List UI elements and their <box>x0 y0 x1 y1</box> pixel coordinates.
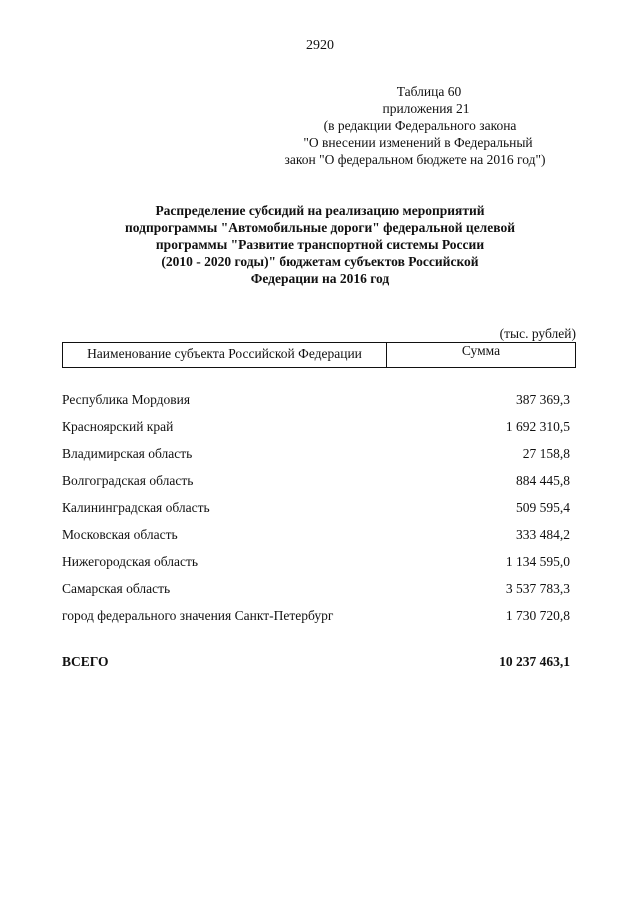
region-name: Красноярский край <box>62 419 174 434</box>
header-name: Наименование субъекта Российской Федерации <box>63 343 387 367</box>
title-line: (2010 - 2020 годы)" бюджетам субъектов Российской <box>161 254 479 269</box>
total-sum: 10 237 463,1 <box>499 654 570 669</box>
page-number: 2920 <box>306 38 334 53</box>
region-name: Московская область <box>62 527 178 542</box>
table-row <box>62 580 570 607</box>
region-name: Владимирская область <box>62 446 193 461</box>
title-line: Федерации на 2016 год <box>250 271 390 286</box>
region-name: Республика Мордовия <box>62 392 191 407</box>
region-sum: 509 595,4 <box>516 500 570 515</box>
document-title <box>60 202 580 287</box>
region-sum: 3 537 783,3 <box>505 581 570 596</box>
table-row <box>62 418 570 445</box>
region-name: город федерального значения Санкт-Петербург <box>62 608 334 623</box>
units-label: (тыс. рублей) <box>499 326 576 341</box>
region-sum: 1 134 595,0 <box>505 554 570 569</box>
region-sum: 884 445,8 <box>516 473 570 488</box>
region-name: Нижегородская область <box>62 554 199 569</box>
region-name: Калининградская область <box>62 500 210 515</box>
title-line: программы "Развитие транспортной системы России <box>155 237 485 252</box>
region-sum: 1 692 310,5 <box>505 419 570 434</box>
annex-line: Таблица 60 <box>396 84 462 99</box>
annex-reference <box>250 83 580 168</box>
annex-line: "О внесении изменений в Федеральный <box>303 135 533 150</box>
table-total-row <box>62 654 570 670</box>
table-row <box>62 607 570 634</box>
region-sum: 27 158,8 <box>522 446 570 461</box>
table-row <box>62 553 570 580</box>
title-line: Распределение субсидий на реализацию мероприятий <box>155 203 485 218</box>
table-row <box>62 499 570 526</box>
table-row <box>62 391 570 418</box>
table-row <box>62 472 570 499</box>
region-sum: 1 730 720,8 <box>505 608 570 623</box>
table-header <box>62 342 576 368</box>
table-row <box>62 526 570 553</box>
region-sum: 387 369,3 <box>516 392 570 407</box>
title-line: подпрограммы "Автомобильные дороги" федеральной целевой <box>125 220 515 235</box>
region-name: Самарская область <box>62 581 171 596</box>
annex-line: закон "О федеральном бюджете на 2016 год") <box>284 152 546 167</box>
region-name: Волгоградская область <box>62 473 194 488</box>
annex-line: приложения 21 <box>382 101 470 116</box>
table-row <box>62 445 570 472</box>
region-sum: 333 484,2 <box>516 527 570 542</box>
table-body <box>62 391 570 634</box>
total-label: ВСЕГО <box>62 654 109 669</box>
annex-line: (в редакции Федерального закона <box>323 118 517 133</box>
header-sum: Сумма <box>461 343 501 358</box>
